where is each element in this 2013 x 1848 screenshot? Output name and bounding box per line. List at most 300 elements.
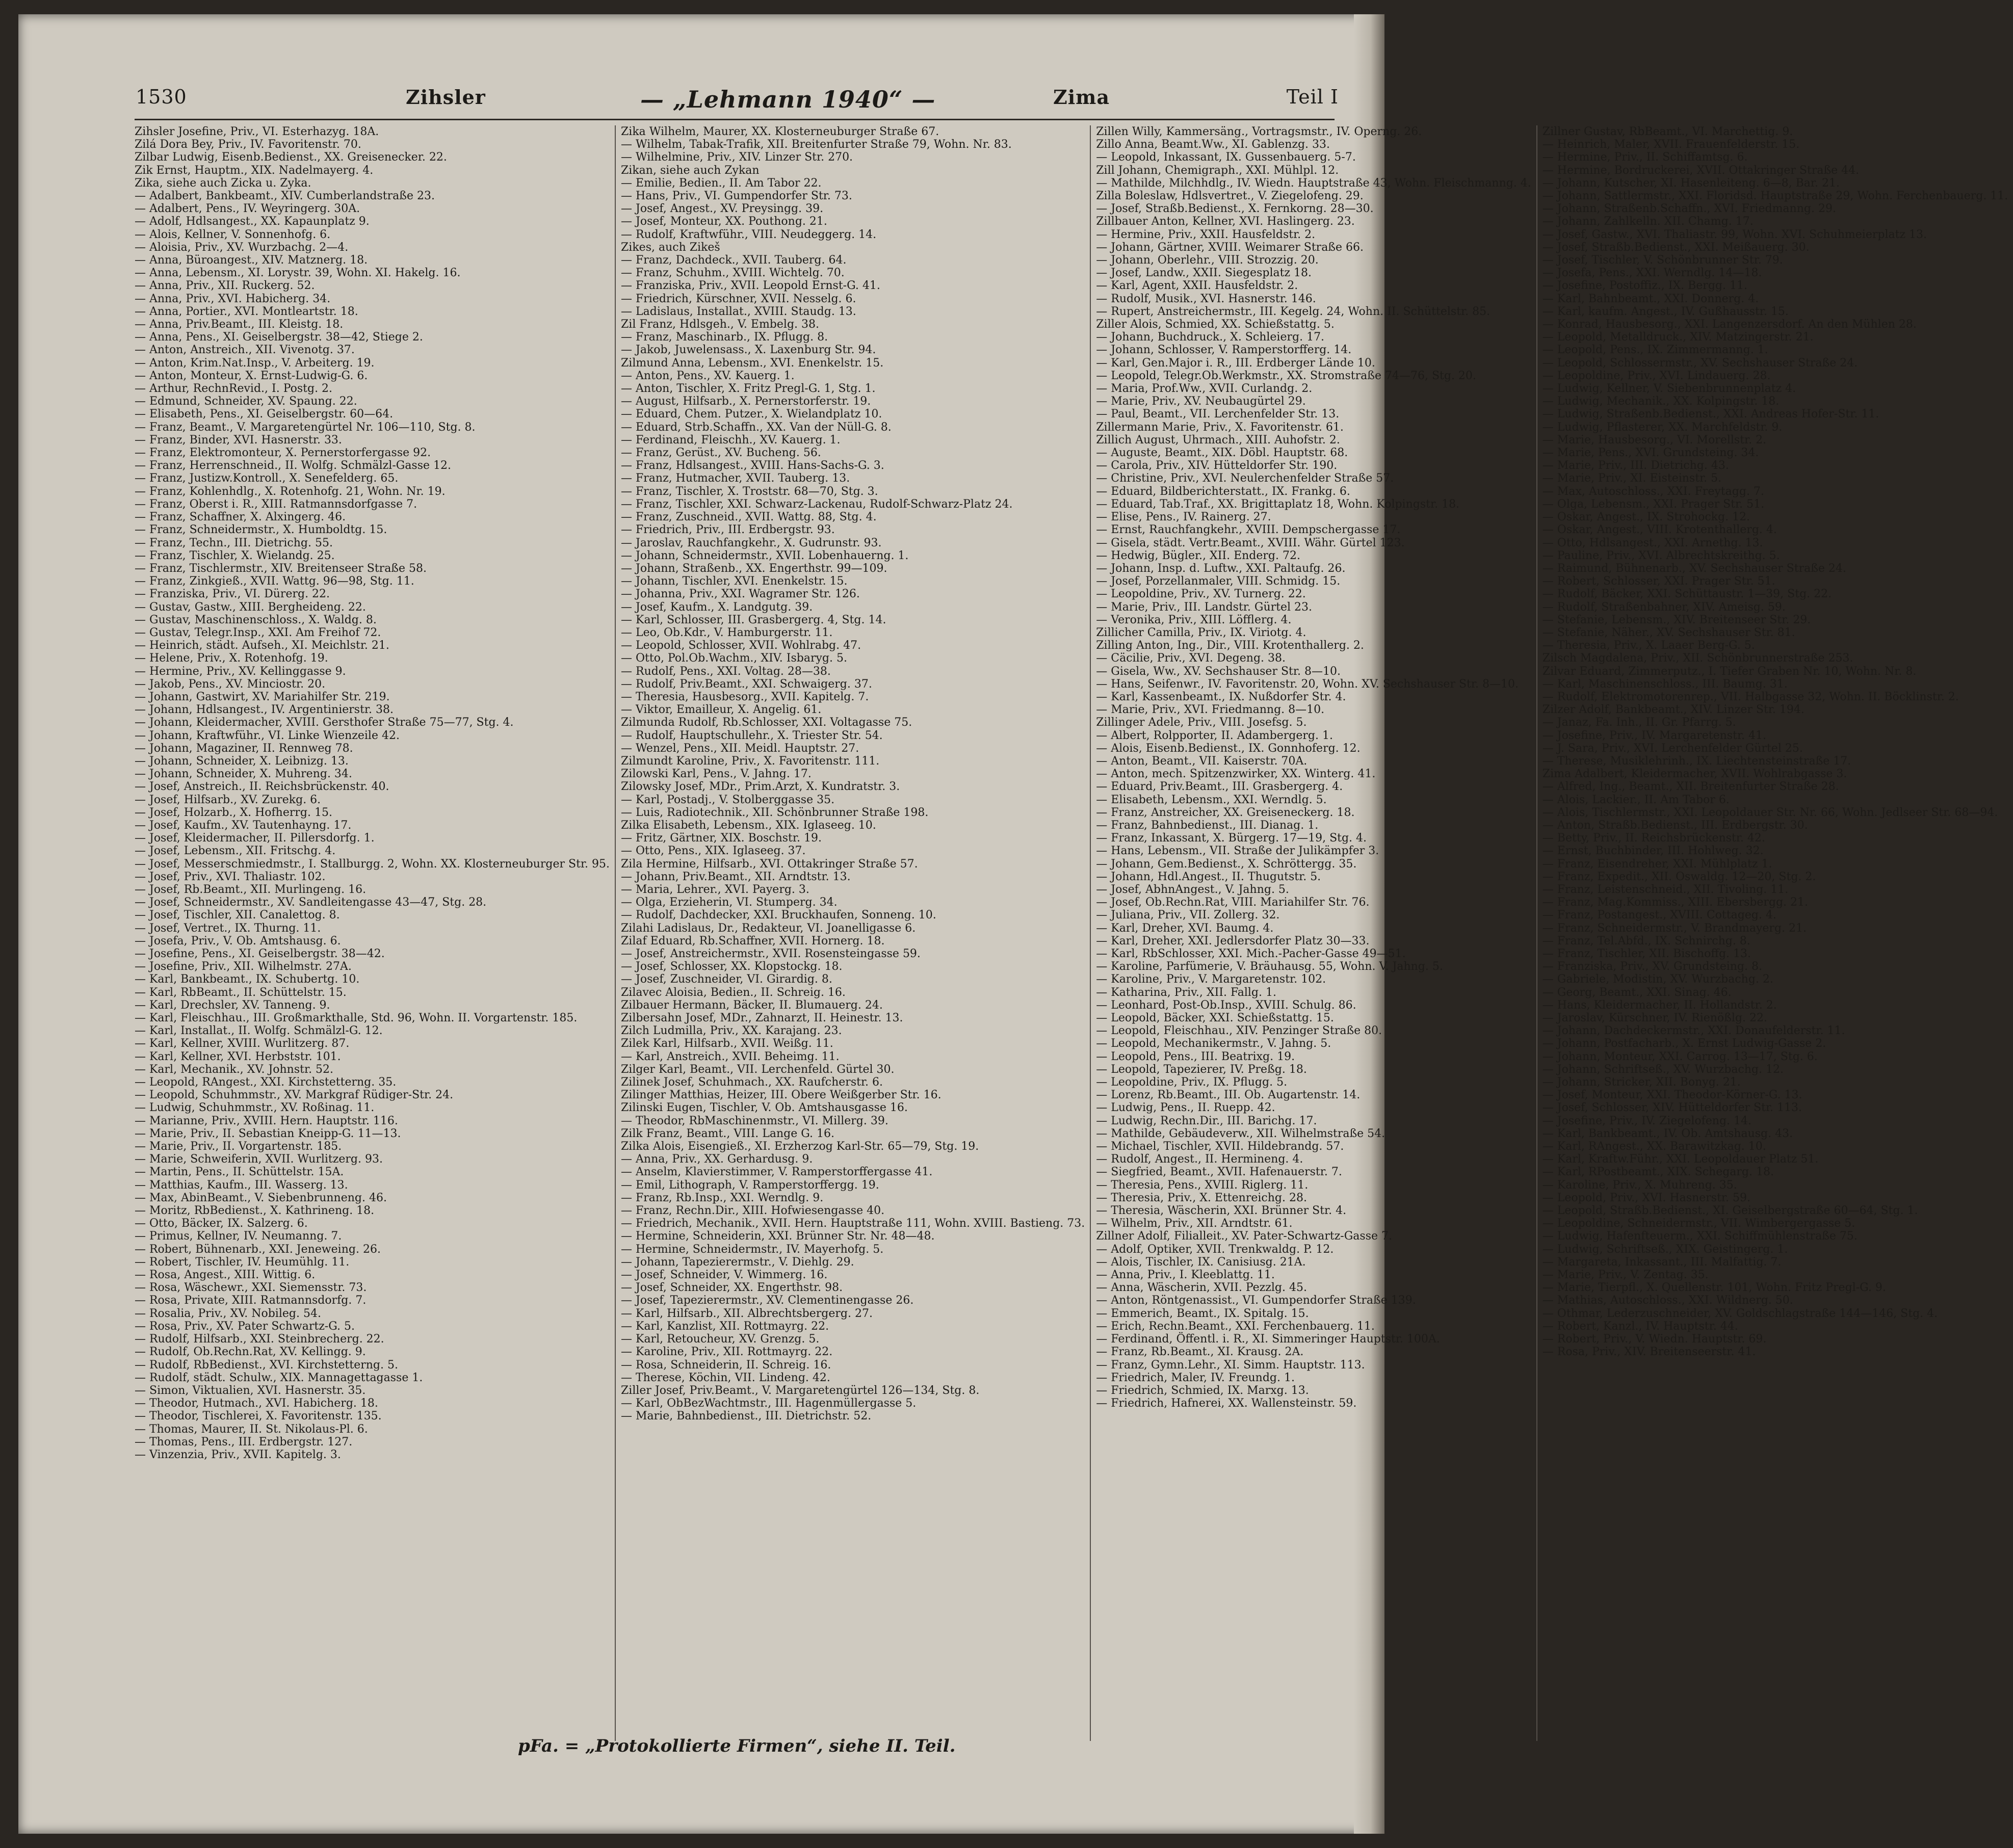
directory-entry: — Johann, Zahlkelln. XII. Chamg. 17. (1542, 215, 1754, 228)
directory-entry: — Pauline, Priv., XVI. Albrechtskreithg. 5. (1542, 549, 1780, 562)
directory-entry: — Eduard, Priv.Beamt., III. Grasbergerg. 4. (1096, 780, 1343, 794)
directory-entry: — Franz, Expedit., XII. Oswaldg. 12—20, Stg. 2. (1542, 870, 1816, 883)
directory-entry: — Rosa, Priv., XIV. Breitenseerstr. 41. (1542, 1345, 1756, 1359)
directory-entry: — Rosa, Priv., XV. Pater Schwartz-G. 5. (135, 1319, 355, 1333)
directory-entry: — Gustav, Telegr.Insp., XXI. Am Freihof 72. (135, 626, 381, 639)
directory-entry: Zilinek Josef, Schuhmach., XX. Raufcherstr. 6. (621, 1076, 883, 1089)
directory-entry: Zilsch Magdalena, Priv., XII. Schönbrunnerstraße 253. (1542, 652, 1853, 665)
directory-entry: — Johann, Straßenb., XX. Engerthstr. 99—109. (621, 562, 887, 575)
directory-entry: — Franz, Justizw.Kontroll., X. Senefelderg. 65. (135, 472, 399, 485)
directory-entry: — Karoline, Priv., X. Muhreng. 35. (1542, 1178, 1737, 1192)
directory-entry: — Leopold, Schuhmmstr., XV. Markgraf Rüdiger-Str. 24. (135, 1089, 454, 1102)
directory-entry: — Ferdinand, Fleischh., XV. Kauerg. 1. (621, 433, 841, 446)
directory-entry: — Eduard, Tab.Traf., XX. Brigittaplatz 18, Wohn. Kolpingstr. 18. (1096, 497, 1460, 511)
directory-entry: Zill Johann, Chemigraph., XXI. Mühlpl. 12. (1096, 164, 1339, 177)
directory-entry: Zilinski Eugen, Tischler, V. Ob. Amtshausgasse 16. (621, 1101, 908, 1115)
directory-entry: — Josef, Rb.Beamt., XII. Murlingeng. 16. (135, 883, 367, 896)
directory-entry: Zika, siehe auch Zicka u. Zyka. (135, 176, 311, 190)
directory-entry: — Carola, Priv., XIV. Hütteldorfer Str. 190. (1096, 459, 1338, 472)
directory-entry: — Viktor, Emailleur, X. Angelig. 61. (621, 703, 822, 717)
directory-entry: — Leopoldine, Schneidermstr., VII. Wimbergergasse 5. (1542, 1217, 1855, 1230)
page-header (120, 86, 1339, 116)
directory-entry: — Josef, Kaufm., XV. Tautenhayng. 17. (135, 819, 352, 832)
directory-entry: — Franz, Elektromonteur, X. Pernerstorfergasse 92. (135, 446, 431, 460)
directory-entry: — Leopold, Inkassant, IX. Gussenbauerg. 5-7. (1096, 151, 1356, 164)
directory-entry: — Josef, Vertret., IX. Thurng. 11. (135, 921, 321, 935)
directory-entry: — Josefa, Priv., V. Ob. Amtshausg. 6. (135, 934, 341, 947)
directory-entry: — Otto, Bäcker, IX. Salzerg. 6. (135, 1217, 308, 1230)
directory-entry: — Anna, Pens., XI. Geiselbergstr. 38—42, Stiege 2. (135, 331, 423, 344)
directory-entry: — Rudolf, Elektromotorenrep., VII. Halbgasse 32, Wohn. II. Böcklinstr. 2. (1542, 690, 1959, 703)
directory-entry: — Robert, Bühnenarb., XXI. Jeneweing. 26. (135, 1243, 381, 1256)
directory-entry: — Fritz, Gärtner, XIX. Boschstr. 19. (621, 832, 822, 845)
directory-entry: — Theodor, Hutmach., XVI. Habicherg. 18. (135, 1397, 378, 1410)
directory-entry: — Johann, Kleidermacher, XVIII. Gersthofer Straße 75—77, Stg. 4. (135, 716, 514, 729)
directory-entry: — Josefine, Priv., IV. Ziegelofeng. 14. (1542, 1114, 1751, 1127)
directory-entry: — Franz, Zuschneid., XVII. Wattg. 88, Stg. 4. (621, 511, 877, 524)
directory-entry: — Rudolf, Hauptschullehr., X. Triester Str. 54. (621, 729, 883, 742)
directory-entry: — Franz, Schaffner, X. Alxingerg. 46. (135, 511, 346, 524)
directory-entry: — Franz, Tischler, X. Troststr. 68—70, Stg. 3. (621, 485, 878, 498)
directory-entry: — Rosa, Private, XIII. Ratmannsdorfg. 7. (135, 1294, 367, 1307)
directory-entry: — Karl, RbBeamt., II. Schüttelstr. 15. (135, 986, 347, 999)
directory-entry: — Johann, Oberlehr., VIII. Strozzig. 20. (1096, 254, 1319, 267)
directory-entry: — Anton, Straßb.Bedienst., III. Erdbergstr. 30. (1542, 819, 1808, 832)
directory-entry: — Franz, Hutmacher, XVII. Tauberg. 13. (621, 472, 850, 485)
directory-entry: — Rudolf, Straßenbahner, XIV. Ameisg. 59. (1542, 600, 1786, 614)
directory-entry: — Johann, Stricker, XII. Bonyg. 21. (1542, 1076, 1741, 1089)
directory-entry: — Thomas, Maurer, II. St. Nikolaus-Pl. 6. (135, 1422, 368, 1436)
directory-entry: — Anton, Monteur, X. Ernst-Ludwig-G. 6. (135, 369, 368, 382)
directory-entry: — Karl, Kraftw.Führ., XXI. Leopoldauer Platz 51. (1542, 1153, 1819, 1166)
directory-entry: — Leo, Ob.Kdr., V. Hamburgerstr. 11. (621, 626, 833, 639)
directory-entry: Zilowsky Josef, MDr., Prim.Arzt, X. Kundratstr. 3. (621, 780, 900, 794)
directory-entry: — Leopold, RAngest., XXI. Kirchstetterng. 35. (135, 1076, 397, 1089)
directory-entry: — Karl, Schlosser, III. Grasbergerg. 4, Stg. 14. (621, 613, 886, 626)
directory-entry: — Franz, Kohlenhdlg., X. Rotenhofg. 21, Wohn. Nr. 19. (135, 485, 446, 498)
directory-entry: — Hans, Priv., VI. Gumpendorfer Str. 73. (621, 190, 852, 203)
directory-entry: — Konrad, Hausbesorg., XXI. Langenzersdorf. An den Mühlen 28. (1542, 318, 1917, 331)
directory-entry: — Emil, Lithograph, V. Ramperstorffergg. 19. (621, 1178, 879, 1192)
directory-entry: — Christine, Priv., XVI. Neulerchenfelder Straße 57. (1096, 472, 1394, 485)
directory-entry: — Robert, Tischler, IV. Heumühlg. 11. (135, 1255, 350, 1269)
directory-entry: — Leopold, Straßb.Bedienst., XI. Geiselbergstraße 60—64, Stg. 1. (1542, 1204, 1918, 1218)
directory-entry: — Josef, Landw., XXII. Siegesplatz 18. (1096, 267, 1312, 280)
directory-entry: — Mathilde, Gebäudeverw., XII. Wilhelmstraße 54. (1096, 1127, 1385, 1140)
directory-entry: — Otto, Pol.Ob.Wachm., XIV. Isbaryg. 5. (621, 652, 847, 665)
directory-entry: — Franz, Herrenschneid., II. Wolfg. Schmälzl-Gasse 12. (135, 459, 452, 472)
directory-entry: — Karl, Maschinenschloss., III. Baumg. 31. (1542, 677, 1788, 691)
directory-entry: — Johann, Gärtner, XVIII. Weimarer Straße 66. (1096, 241, 1364, 254)
directory-entry: — Hedwig, Bügler., XII. Enderg. 72. (1096, 549, 1300, 562)
directory-entry: — Ludwig, Pens., II. Ruepp. 42. (1096, 1101, 1275, 1115)
directory-entry: — Anna, Priv.Beamt., III. Kleistg. 18. (135, 318, 344, 331)
directory-entry: — Johann, Buchdruck., X. Schleierg. 17. (1096, 331, 1325, 344)
directory-entry: — Adalbert, Pens., IV. Weyringerg. 30A. (135, 202, 360, 216)
directory-entry: — Josef, Ob.Rechn.Rat, VIII. Mariahilfer Str. 76. (1096, 896, 1370, 909)
directory-entry: Zillner Adolf, Filialleit., XV. Pater-Schwartz-Gasse 7. (1096, 1230, 1392, 1243)
directory-entry: — Franziska, Priv., XV. Grundsteing. 8. (1542, 960, 1762, 973)
directory-entry: — Josef, Zuschneider, VI. Girardig. 8. (621, 973, 832, 986)
directory-entry: — Friedrich, Mechanik., XVII. Hern. Hauptstraße 111, Wohn. XVIII. Bastieng. 73. (621, 1217, 1085, 1230)
directory-entry: — Vinzenzia, Priv., XVII. Kapitelg. 3. (135, 1448, 341, 1461)
directory-entry: — J. Sara, Priv., XVI. Lerchenfelder Gürtel 25. (1542, 742, 1803, 755)
directory-entry: — Ernst, Buchbinder, III. Hohlweg. 32. (1542, 844, 1764, 858)
directory-entry: — Hermine, Priv., II. Schiffamtsg. 6. (1542, 151, 1748, 164)
directory-entry: — Anselm, Klavierstimmer, V. Ramperstorffergasse 41. (621, 1166, 933, 1179)
directory-entry: — Franz, Rb.Beamt., XI. Krausg. 2A. (1096, 1345, 1304, 1359)
directory-entry: — Alois, Lackier., II. Am Tabor 6. (1542, 793, 1730, 806)
directory-entry: Zilmundt Karoline, Priv., X. Favoritenstr. 111. (621, 754, 880, 768)
directory-entry: — Johann, Gastwirt, XV. Mariahilfer Str. 219. (135, 690, 390, 703)
directory-entry: — Theresia, Priv., X. Laaer Berg-G. 5. (1542, 639, 1755, 652)
directory-page (18, 14, 2008, 1834)
directory-entry: Zilvar Eduard, Zimmerputz., I. Tiefer Graben Nr. 10, Wohn. Nr. 8. (1542, 665, 1917, 678)
directory-entry: — Moritz, RbBedienst., X. Kathrineng. 18. (135, 1204, 375, 1218)
directory-entry: — Mathilde, Milchhdlg., IV. Wiedn. Hauptstraße 43, Wohn. Fleischmanng. 4. (1096, 176, 1531, 190)
directory-entry: — Olga, Lebensm., XXI. Prager Str. 51. (1542, 497, 1765, 511)
directory-entry: — Anton, Tischler, X. Fritz Pregl-G. 1, Stg. 1. (621, 382, 876, 395)
directory-entry: — Karl, Bankbeamt., IX. Schubertg. 10. (135, 973, 360, 986)
directory-entry: — Friedrich, Hafnerei, XX. Wallensteinstr. 59. (1096, 1397, 1357, 1410)
directory-entry: — Josef, Porzellanmaler, VIII. Schmidg. 15. (1096, 575, 1341, 588)
directory-entry: — Juliana, Priv., VII. Zollerg. 32. (1096, 909, 1280, 922)
directory-entry: — Siegfried, Beamt., XVII. Hafenauerstr. 7. (1096, 1166, 1342, 1179)
directory-entry: — Karl, Bankbeamt., IV. Ob. Amtshausg. 43. (1542, 1127, 1793, 1140)
directory-entry: Zilmunda Rudolf, Rb.Schlosser, XXI. Voltagasse 75. (621, 716, 912, 729)
directory-entry: — Janaz, Fa. Inh., II. Gr. Pfarrg. 5. (1542, 716, 1736, 729)
directory-entry: — Rudolf, Musik., XVI. Hasnerstr. 146. (1096, 292, 1316, 305)
directory-entry: — Veronika, Priv., XIII. Löfflerg. 4. (1096, 613, 1292, 626)
directory-entry: — Rudolf, RbBedienst., XVI. Kirchstetterng. 5. (135, 1358, 398, 1371)
directory-entry: Zillo Anna, Beamt.Ww., XI. Gablenzg. 33. (1096, 138, 1330, 151)
directory-entry: — Johann, Dachdeckermstr., XXI. Donaufelderstr. 11. (1542, 1024, 1845, 1038)
directory-entry: — Eduard, Bildberichterstatt., IX. Frankg. 6. (1096, 485, 1350, 498)
directory-entry: — Friedrich, Maler, IV. Freundg. 1. (1096, 1371, 1295, 1384)
directory-entry: — Franz, Postangest., XVIII. Cottageg. 4. (1542, 909, 1776, 922)
directory-entry: — Wilhelm, Tabak-Trafik, XII. Breitenfurter Straße 79, Wohn. Nr. 83. (621, 138, 1012, 151)
directory-entry: — Leopold, Priv., XVI. Hasnerstr. 59. (1542, 1191, 1750, 1204)
directory-entry: — Leopoldine, Priv., XVI. Lindauerg. 28. (1542, 369, 1771, 382)
directory-entry: — Josef, Straßb.Bedienst., X. Fernkorng. 28—30. (1096, 202, 1374, 216)
directory-entry: — Franz, Zinkgieß., XVII. Wattg. 96—98, Stg. 11. (135, 575, 414, 588)
directory-entry: — Thomas, Pens., III. Erdbergstr. 127. (135, 1435, 353, 1448)
directory-entry: — Ferdinand, Öffentl. i. R., XI. Simmeringer Hauptstr. 100A. (1096, 1333, 1440, 1346)
directory-entry: — Jaroslav, Rauchfangkehr., X. Gudrunstr. 93. (621, 536, 882, 549)
directory-entry: — Josef, Kleidermacher, II. Pillersdorfg. 1. (135, 832, 375, 845)
directory-entry: — Hermine, Priv., XXII. Hausfeldstr. 2. (1096, 228, 1316, 241)
directory-entry: — Maria, Lehrer., XVI. Payerg. 3. (621, 883, 809, 896)
directory-entry: — Karl, ObBezWachtmstr., III. Hagenmüllergasse 5. (621, 1397, 917, 1410)
directory-entry: — Franz, Tischler, X. Wielandg. 25. (135, 549, 335, 562)
directory-entry: — Josefine, Pens., XI. Geiselbergstr. 38—42. (135, 947, 385, 960)
directory-entry: — Adolf, Optiker, XVII. Trenkwaldg. P. 12. (1096, 1243, 1334, 1256)
directory-entry: — Oskar, Angest., VIII. Krotenthallerg. 4. (1542, 523, 1777, 537)
directory-entry: — Leopold, Schlosser, XVII. Wohlrabg. 47. (621, 639, 861, 652)
directory-entry: — Marie, Priv., III. Dietrichg. 43. (1542, 459, 1729, 472)
directory-entry: — Ludwig, Hafenfteuerm., XXI. Schiffmühlenstraße 75. (1542, 1230, 1858, 1243)
directory-entry: — Auguste, Beamt., XIX. Döbl. Hauptstr. 68. (1096, 446, 1348, 460)
directory-entry: Zik Ernst, Hauptm., XIX. Nadelmayerg. 4. (135, 164, 374, 177)
directory-title: — „Lehmann 1940“ — (640, 86, 936, 113)
directory-entry: — Robert, Schlosser, XXI. Prager Str. 51. (1542, 575, 1775, 588)
footer-note: pFa. = „Protokollierte Firmen“, siehe II. Teil. (518, 1736, 956, 1756)
directory-entry: — Johann, Priv.Beamt., XII. Arndtstr. 13. (621, 870, 851, 883)
directory-entry: — Josef, Schneidermstr., XV. Sandleitengasse 43—47, Stg. 28. (135, 896, 487, 909)
directory-entry: — Adalbert, Bankbeamt., XIV. Cumberlandstraße 23. (135, 190, 435, 203)
directory-entry: — Robert, Priv., V. Wiedn. Hauptstr. 69. (1542, 1333, 1767, 1346)
directory-entry: — Jaroslav, Kürschner, IV. Rienößlg. 22. (1542, 1012, 1767, 1025)
directory-entry: Zillich August, Uhrmach., XIII. Auhofstr. 2. (1096, 433, 1340, 446)
directory-entry: — Theodor, Tischlerei, X. Favoritenstr. 135. (135, 1410, 382, 1423)
directory-entry: — Alois, Kellner, V. Sonnenhofg. 6. (135, 228, 331, 241)
directory-entry: Zillinger Adele, Priv., VIII. Josefsg. 5. (1096, 716, 1307, 729)
directory-entry: — Karl, Kanzlist, XII. Rottmayrg. 22. (621, 1319, 829, 1333)
part-indicator: Teil I (1286, 86, 1339, 108)
directory-entry: — Paul, Beamt., VII. Lerchenfelder Str. 13. (1096, 408, 1340, 421)
directory-entry: — Hans, Seifenwr., IV. Favoritenstr. 20, Wohn. XV. Sechshauser Str. 8—10. (1096, 677, 1519, 691)
directory-entry: — Lorenz, Rb.Beamt., III. Ob. Augartenstr. 14. (1096, 1089, 1361, 1102)
directory-entry: — Johann, Tischler, XVI. Enenkelstr. 15. (621, 575, 848, 588)
directory-entry: — Leonhard, Post-Ob.Insp., XVIII. Schulg. 86. (1096, 998, 1356, 1012)
directory-entry: — Leopold, Bäcker, XXI. Schießstattg. 15. (1096, 1012, 1334, 1025)
directory-entry: — Max, Autoschloss., XXI. Freytagg. 7. (1542, 485, 1764, 498)
directory-entry: Zilzer Adolf, Bankbeamt., XIV. Linzer Str. 194. (1542, 703, 1805, 717)
directory-entry: — Marie, Priv., II. Vorgartenstr. 185. (135, 1140, 342, 1153)
directory-entry: — Leopoldine, Priv., XV. Turnerg. 22. (1096, 588, 1306, 601)
directory-entry: — Gisela, städt. Vertr.Beamt., XVIII. Währ. Gürtel 123. (1096, 536, 1405, 549)
directory-entry: — Marie, Priv., III. Landstr. Gürtel 23. (1096, 600, 1313, 614)
directory-entry: Zilka Elisabeth, Lebensm., XIX. Iglaseeg. 10. (621, 819, 876, 832)
directory-entry: — Franz, Tischler, XXI. Schwarz-Lackenau, Rudolf-Schwarz-Platz 24. (621, 497, 1013, 511)
directory-entry: — Martin, Pens., II. Schüttelstr. 15A. (135, 1166, 344, 1179)
directory-entry: — Michael, Tischler, XVII. Hildebrandg. 57. (1096, 1140, 1344, 1153)
directory-entry: — Betty, Priv., II. Reichsbrückenstr. 42. (1542, 832, 1765, 845)
directory-entry: — Rosalia, Priv., XV. Nobileg. 54. (135, 1307, 321, 1320)
directory-entry: — Hans, Lebensm., VII. Straße der Julikämpfer 3. (1096, 844, 1379, 858)
directory-entry: — Emilie, Bedien., II. Am Tabor 22. (621, 176, 822, 190)
directory-column-2 (621, 125, 1091, 1741)
directory-entry: — Josef, Schlosser, XIV. Hütteldorfer Str. 113. (1542, 1101, 1802, 1115)
directory-entry: — Gustav, Maschinenschloss., X. Waldg. 8. (135, 613, 377, 626)
directory-entry: — Theresia, Pens., XVIII. Riglerg. 11. (1096, 1178, 1309, 1192)
directory-entry: — Josef, Straßb.Bedienst., XXI. Meißauerg. 30. (1542, 241, 1810, 254)
directory-entry: — Rudolf, Hilfsarb., XXI. Steinbrecherg. 22. (135, 1333, 384, 1346)
directory-entry: — Ludwig, Rechn.Dir., III. Barichg. 17. (1096, 1114, 1317, 1127)
directory-entry: — Karl, RPostbeamt., XIX. Schegarg. 18. (1542, 1166, 1774, 1179)
directory-entry: — Anna, Lebensm., XI. Lorystr. 39, Wohn. XI. Hakelg. 16. (135, 267, 461, 280)
directory-entry: — Marie, Priv., V. Zentag. 35. (1542, 1269, 1709, 1282)
directory-entry: — Robert, Kanzl., IV. Hauptstr. 44. (1542, 1319, 1738, 1333)
directory-entry: — Anton, Beamt., VII. Kaiserstr. 70A. (1096, 754, 1308, 768)
directory-entry: — Anna, Priv., XX. Gerhardusg. 9. (621, 1153, 813, 1166)
directory-entry: — Leopold, Pens., IX. Zimmermanng. 1. (1542, 344, 1768, 357)
directory-column-4 (1543, 125, 2013, 1741)
directory-entry: — Matthias, Kaufm., III. Wasserg. 13. (135, 1178, 348, 1192)
directory-entry: — Marie, Priv., XI. Eisteinstr. 5. (1542, 472, 1722, 485)
directory-columns (135, 125, 2008, 1741)
directory-entry: — Rudolf, Ob.Rechn.Rat, XV. Kellingg. 9. (135, 1345, 366, 1359)
directory-entry: — Franz, Tischlermstr., XIV. Breitenseer Straße 58. (135, 562, 427, 575)
directory-entry: — Johann, Schriftseß., XV. Wurzbachg. 12. (1542, 1063, 1784, 1076)
directory-entry: — Adolf, Hdlsangest., XX. Kapaunplatz 9. (135, 215, 370, 228)
directory-entry: Zilahi Ladislaus, Dr., Redakteur, VI. Joanelligasse 6. (621, 921, 916, 935)
directory-entry: — Karl, RbSchlosser, XXI. Mich.-Pacher-Gasse 49—51. (1096, 947, 1406, 960)
directory-entry: — Marie, Pens., XVI. Grundsteing. 34. (1542, 446, 1759, 460)
directory-entry: — Albert, Rolpporter, II. Adambergerg. 1. (1096, 729, 1333, 742)
directory-entry: — Katharina, Priv., XII. Fallg. 1. (1096, 986, 1276, 999)
directory-entry: — Johann, Sattlermstr., XXI. Floridsd. Hauptstraße 29, Wohn. Ferchenbauerg. 11. (1542, 190, 2008, 203)
directory-entry: — Ludwig, Straßenb.Bedienst., XXI. Andreas Hofer-Str. 11. (1542, 408, 1879, 421)
directory-entry: Zilling Anton, Ing., Dir., VIII. Krotenthallerg. 2. (1096, 639, 1364, 652)
directory-entry: Zilk Franz, Beamt., VIII. Lange G. 16. (621, 1127, 835, 1140)
directory-entry: — Johanna, Priv., XXI. Wagramer Str. 126. (621, 588, 860, 601)
directory-entry: — Josef, Tischler, XII. Canalettog. 8. (135, 909, 340, 922)
directory-entry: — Friedrich, Schmied, IX. Marxg. 13. (1096, 1384, 1309, 1397)
directory-entry: — Josef, Schneider, XX. Engerthstr. 98. (621, 1281, 843, 1295)
directory-entry: — Stefanie, Lebensm., XIV. Breitenseer Str. 29. (1542, 613, 1811, 626)
directory-entry: — Cäcilie, Priv., XVI. Degeng. 38. (1096, 652, 1286, 665)
directory-entry: — Karl, Dreher, XXI. Jedlersdorfer Platz 30—33. (1096, 934, 1370, 947)
directory-entry: — Johann, Tapezierermstr., V. Diehlg. 29. (621, 1255, 854, 1269)
directory-entry: — Georg, Beamt., XXI. Sinag. 46. (1542, 986, 1732, 999)
directory-entry: — Johann, Magaziner, II. Rennweg 78. (135, 742, 353, 755)
directory-entry: — Rupert, Anstreichermstr., III. Kegelg. 24, Wohn. II. Schüttelstr. 85. (1096, 305, 1491, 318)
directory-entry: — Franziska, Priv., VI. Dürerg. 22. (135, 588, 330, 601)
directory-entry: Zilá Dora Bey, Priv., IV. Favoritenstr. 70. (135, 138, 361, 151)
directory-entry: — Franz, Techn., III. Dietrichg. 55. (135, 536, 333, 549)
directory-entry: — Gisela, Ww., XV. Sechshauser Str. 8—10. (1096, 665, 1341, 678)
directory-entry: — Johann, Hdlsangest., IV. Argentinierstr. 38. (135, 703, 394, 717)
directory-entry: — Karl, Kellner, XVIII. Wurlitzerg. 87. (135, 1037, 350, 1050)
directory-entry: — Anton, Anstreich., XII. Vivenotg. 37. (135, 344, 355, 357)
directory-entry: — Leopold, Pens., III. Beatrixg. 19. (1096, 1050, 1295, 1063)
directory-entry: — Karl, Dreher, XVI. Baumg. 4. (1096, 921, 1274, 935)
directory-entry: Zilbar Ludwig, Eisenb.Bedienst., XX. Greisenecker. 22. (135, 151, 447, 164)
directory-entry: — Karl, Hilfsarb., XII. Albrechtsbergerg. 27. (621, 1307, 873, 1320)
directory-entry: — Leopold, Fleischhau., XIV. Penzinger Straße 80. (1096, 1024, 1382, 1038)
directory-entry: — Karl, Retoucheur, XV. Grenzg. 5. (621, 1333, 820, 1346)
directory-entry: Zillen Willy, Kammersäng., Vortragsmstr., IV. Operng. 26. (1096, 125, 1422, 138)
directory-entry: — Marie, Bahnbedienst., III. Dietrichstr. 52. (621, 1410, 872, 1423)
directory-entry: Zima Adalbert, Kleidermacher, XVII. Wohlrabgasse 3. (1542, 768, 1847, 781)
directory-entry: — Wilhelmine, Priv., XIV. Linzer Str. 270. (621, 151, 853, 164)
directory-entry: — Hermine, Priv., XV. Kellinggasse 9. (135, 665, 346, 678)
directory-entry: — Josef, Tapezierermstr., XV. Clementinengasse 26. (621, 1294, 914, 1307)
directory-entry: — Theresia, Wäscherin, XXI. Brünner Str. 4. (1096, 1204, 1347, 1218)
directory-entry: — Karl, kaufm. Angest., IV. Gußhausstr. 15. (1542, 305, 1789, 318)
directory-entry: — Alois, Tischlermstr., XXI. Leopoldauer Str. Nr. 66, Wohn. Jedlseer Str. 68—94. (1542, 806, 1998, 819)
directory-entry: — Franz, Gerüst., XV. Bucheng. 56. (621, 446, 821, 460)
directory-entry: — Elisabeth, Pens., XI. Geiselbergstr. 60—64. (135, 408, 394, 421)
directory-entry: — Franz, Bahnbedienst., III. Dianag. 1. (1096, 819, 1319, 832)
directory-entry: — Marie, Tierpfl., X. Quellenstr. 101, Wohn. Fritz Pregl-G. 9. (1542, 1281, 1886, 1295)
directory-entry: — Franz, Beamt., V. Margaretengürtel Nr. 106—110, Stg. 8. (135, 420, 476, 434)
directory-entry: — Anna, Portier., XVI. Montleartstr. 18. (135, 305, 358, 318)
directory-entry: — Leopold, Telegr.Ob.Werkmstr., XX. Stromstraße 74—76, Stg. 20. (1096, 369, 1476, 382)
directory-entry: — Anna, Priv., XVI. Habicherg. 34. (135, 292, 331, 305)
directory-entry: — Karl, Kassenbeamt., IX. Nußdorfer Str. 4. (1096, 690, 1346, 703)
directory-entry: Zilaf Eduard, Rb.Schaffner, XVII. Hornerg. 18. (621, 934, 885, 947)
directory-entry: — Rosa, Schneiderin, II. Schreig. 16. (621, 1358, 831, 1371)
directory-entry: — Stefanie, Näher., XV. Sechshauser Str. 81. (1542, 626, 1795, 639)
directory-entry: — Franz, Schuhm., XVIII. Wichtelg. 70. (621, 267, 845, 280)
directory-entry: Zika Wilhelm, Maurer, XX. Klosterneuburger Straße 67. (621, 125, 939, 138)
directory-entry: — Erich, Rechn.Beamt., XXI. Ferchenbauerg. 11. (1096, 1319, 1375, 1333)
directory-entry: — Marie, Priv., XV. Neubaugürtel 29. (1096, 395, 1306, 408)
directory-entry: — Aloisia, Priv., XV. Wurzbachg. 2—4. (135, 241, 349, 254)
directory-entry: — Johann, Kutscher, XI. Hasenleiteng. 6—8, Bar. 21. (1542, 176, 1840, 190)
directory-entry: — Ludwig, Mechanik., XX. Kolpingstr. 18. (1542, 395, 1780, 408)
directory-entry: — Josef, Angest., XV. Preysingg. 39. (621, 202, 824, 216)
directory-entry: — Josef, Anstreich., II. Reichsbrückenstr. 40. (135, 780, 389, 794)
directory-entry: — Ludwig, Pflasterer, XX. Marchfeldstr. 9. (1542, 420, 1783, 434)
directory-entry: Zilinger Matthias, Heizer, III. Obere Weißgerber Str. 16. (621, 1089, 942, 1102)
directory-entry: — Eduard, Strb.Schaffn., XX. Van der Nüll-G. 8. (621, 420, 892, 434)
directory-entry: — Leopold, Tapezierer, IV. Preßg. 18. (1096, 1063, 1307, 1076)
directory-entry: Zikan, siehe auch Zykan (621, 164, 760, 177)
directory-entry: — Franz, Schneidermstr., X. Humboldtg. 15. (135, 523, 387, 537)
directory-entry: — Heinrich, Maler, XVII. Frauenfelderstr. 15. (1542, 138, 1800, 151)
directory-entry: Zilek Karl, Hilfsarb., XVII. Weißg. 11. (621, 1037, 833, 1050)
directory-entry: — Ludwig, Schuhmmstr., XV. Roßinag. 11. (135, 1101, 375, 1115)
directory-entry: — Rudolf, Priv.Beamt., XXI. Schwaigerg. 37. (621, 677, 872, 691)
directory-entry: — Hermine, Bordruckerei, XVII. Ottakringer Straße 44. (1542, 164, 1860, 177)
directory-entry: — Mathias, Autoschloss., XXI. Wildnerg. 50. (1542, 1294, 1793, 1307)
directory-entry: — Franz, Hdlsangest., XVIII. Hans-Sachs-G. 3. (621, 459, 884, 472)
directory-entry: Ziller Josef, Priv.Beamt., V. Margaretengürtel 126—134, Stg. 8. (621, 1384, 980, 1397)
directory-entry: — Rudolf, Dachdecker, XXI. Bruckhaufen, Sonneng. 10. (621, 909, 936, 922)
directory-entry: — Johann, Schneidermstr., XVII. Lobenhauerng. 1. (621, 549, 909, 562)
directory-entry: — Franziska, Priv., XVII. Leopold Ernst-G. 41. (621, 279, 880, 293)
directory-entry: — Hermine, Schneiderin, XXI. Brünner Str. Nr. 48—48. (621, 1230, 935, 1243)
directory-entry: Zilch Ludmilla, Priv., XX. Karajang. 23. (621, 1024, 842, 1038)
directory-entry: — Elisabeth, Lebensm., XXI. Werndlg. 5. (1096, 793, 1327, 806)
header-first-keyword: Zihsler (406, 86, 486, 109)
directory-entry: — Josef, Hilfsarb., XV. Zurekg. 6. (135, 793, 321, 806)
directory-entry: — Max, AbinBeamt., V. Siebenbrunneng. 46. (135, 1191, 387, 1204)
directory-entry: Zilla Boleslaw, Hdlsvertret., V. Ziegelofeng. 29. (1096, 190, 1364, 203)
directory-entry: — Franz, Leistenschneid., XII. Tivoling. 11. (1542, 883, 1789, 896)
directory-entry: — Margareta, Inkassant., III. Malfattig. 7. (1542, 1255, 1782, 1269)
directory-entry: — Friedrich, Kürschner, XVII. Nesselg. 6. (621, 292, 856, 305)
directory-entry: — Ernst, Rauchfangkehr., XVIII. Dempschergasse 17. (1096, 523, 1401, 537)
directory-entry: — Gabriele, Modistin, XV. Wurzbachg. 2. (1542, 973, 1773, 986)
directory-entry: — Raimund, Bühnenarb., XV. Sechshauser Straße 24. (1542, 562, 1846, 575)
directory-entry: — Josef, Schlosser, XX. Klopstockg. 18. (621, 960, 843, 973)
directory-entry: — August, Hilfsarb., X. Pernerstorferstr. 19. (621, 395, 871, 408)
directory-entry: — Franz, Schneidermstr., V. Brandmayerg. 21. (1542, 921, 1807, 935)
directory-entry: — Josefa, Pens., XXI. Werndlg. 14—18. (1542, 267, 1762, 280)
directory-entry: — Marianne, Priv., XVIII. Hern. Hauptstr. 116. (135, 1114, 398, 1127)
directory-entry: Zillermann Marie, Priv., X. Favoritenstr. 61. (1096, 420, 1344, 434)
directory-entry: — Franz, Rb.Insp., XXI. Werndlg. 9. (621, 1191, 824, 1204)
directory-entry: — Karoline, Priv., V. Margaretenstr. 102. (1096, 973, 1326, 986)
directory-entry: Zilbersahn Josef, MDr., Zahnarzt, II. Heinestr. 13. (621, 1012, 903, 1025)
directory-entry: — Otto, Pens., XIX. Iglaseeg. 37. (621, 844, 806, 858)
directory-entry: — Anna, Priv., XII. Ruckerg. 52. (135, 279, 315, 293)
directory-entry: — Marie, Hausbesorg., VI. Morellstr. 2. (1542, 433, 1767, 446)
directory-column-3 (1096, 125, 1537, 1741)
directory-entry: — Franz, Tischler, XII. Bischoffg. 13. (1542, 947, 1751, 960)
directory-entry: — Leopold, Mechanikermstr., V. Jahng. 5. (1096, 1037, 1331, 1050)
directory-entry: — Jakob, Pens., XV. Minciostr. 20. (135, 677, 326, 691)
directory-entry: — Franz, Rechn.Dir., XIII. Hofwiesengasse 40. (621, 1204, 885, 1218)
directory-entry: — Leopold, Schlossermstr., XV. Sechshauser Straße 24. (1542, 356, 1858, 369)
directory-entry: — Heinrich, städt. Aufseh., XI. Meichlstr. 21. (135, 639, 389, 652)
directory-entry: — Karl, Drechsler, XV. Tanneng. 9. (135, 998, 330, 1012)
directory-entry: — Friedrich, Priv., III. Erdbergstr. 93. (621, 523, 835, 537)
